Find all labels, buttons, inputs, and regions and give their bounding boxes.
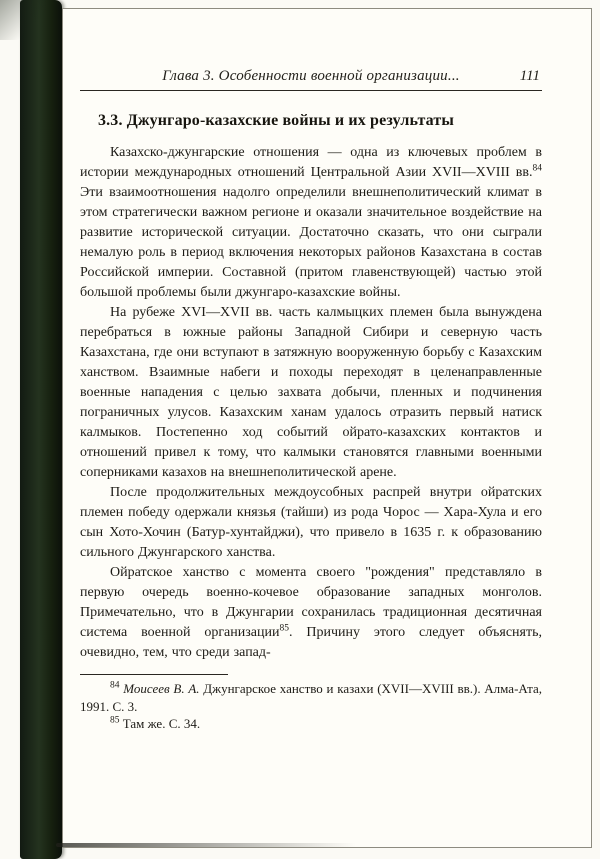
text-run: Джунгарское ханство и казахи (XVII—XVIII вв.). Алма-Ата, 1991. С. 3. <box>80 681 543 714</box>
running-header <box>80 67 542 86</box>
page-content <box>63 9 591 847</box>
page <box>62 8 592 848</box>
paragraph <box>80 563 542 663</box>
running-title: Глава 3. Особенности военной организации... <box>162 68 460 84</box>
spine-top-shadow <box>0 0 46 40</box>
body-text <box>80 143 542 663</box>
text-run: . Причину этого следует объяснять, очевидно, тем, что среди запад- <box>80 625 542 660</box>
text-run: Казахско-джунгарские отношения — одна из ключевых проблем в истории международных отношений Центральной Азии XVII—XVIII вв. <box>80 145 542 180</box>
paragraph <box>80 483 542 563</box>
footnote <box>80 680 542 715</box>
paragraph <box>80 303 542 483</box>
footnotes <box>80 680 542 733</box>
section-heading: 3.3. Джунгаро-казахские войны и их результаты <box>98 112 455 129</box>
text-run: Ойратское ханство с момента своего "рождения" представляло в первую очередь военно-кочевое образование западных монголов. Примечательно, что в Джунгарии сохранилась традиционная десятичная система военной организации <box>80 565 542 640</box>
text-run: Там же. С. 34. <box>119 716 201 731</box>
book-spine <box>20 0 62 859</box>
footnote <box>80 715 542 733</box>
page-bottom-shadow <box>56 843 356 847</box>
page-number: 111 <box>519 68 540 84</box>
text-run: Эти взаимоотношения надолго определили внешнеполитический климат в этом стратегически важном регионе и оказали значительное воздействие на развитие исторической ситуации. Достаточно сказать, что они сыграли немалую роль в период включения некоторых районов Казахстана в состав Российской империи. Составной (притом главенствующей) частью этой большой проблемы были джунгаро-казахские войны. <box>80 185 542 300</box>
text-run: Моисеев В. А. <box>123 681 200 696</box>
header-rule <box>80 90 542 91</box>
footnote-marker: 85 <box>279 623 289 634</box>
text-run: На рубеже XVI—XVII вв. часть калмыцких племен была вынуждена перебраться в южные районы Западной Сибири и северную часть Казахстана, где они вступают в затяжную вооруженную борьбу с Казахским ханством. Взаимные набеги и походы переходят в целенаправленные военные нападения с целью захвата добычи, пленных и подчинения пограничных улусов. Казахским ханам удалось отразить первый натиск калмыков. Постепенно ход событий ойрато-казахских контактов и отношений привел к тому, что калмыки становятся главными военными соперниками казахов на внешнеполитической арене. <box>80 305 542 480</box>
text-run: После продолжительных междоусобных распрей внутри ойратских племен победу одержали князья (тайши) из рода Чорос — Хара-Хула и его сын Хото-Хочин (Батур-хунтайджи), что привело в 1635 г. к образованию сильного Джунгарского ханства. <box>80 485 542 560</box>
footnote-marker: 84 <box>532 163 542 174</box>
footnote-marker: 84 <box>110 680 120 691</box>
footnote-marker: 85 <box>110 715 120 726</box>
footnote-rule <box>80 674 228 675</box>
paragraph <box>80 143 542 303</box>
